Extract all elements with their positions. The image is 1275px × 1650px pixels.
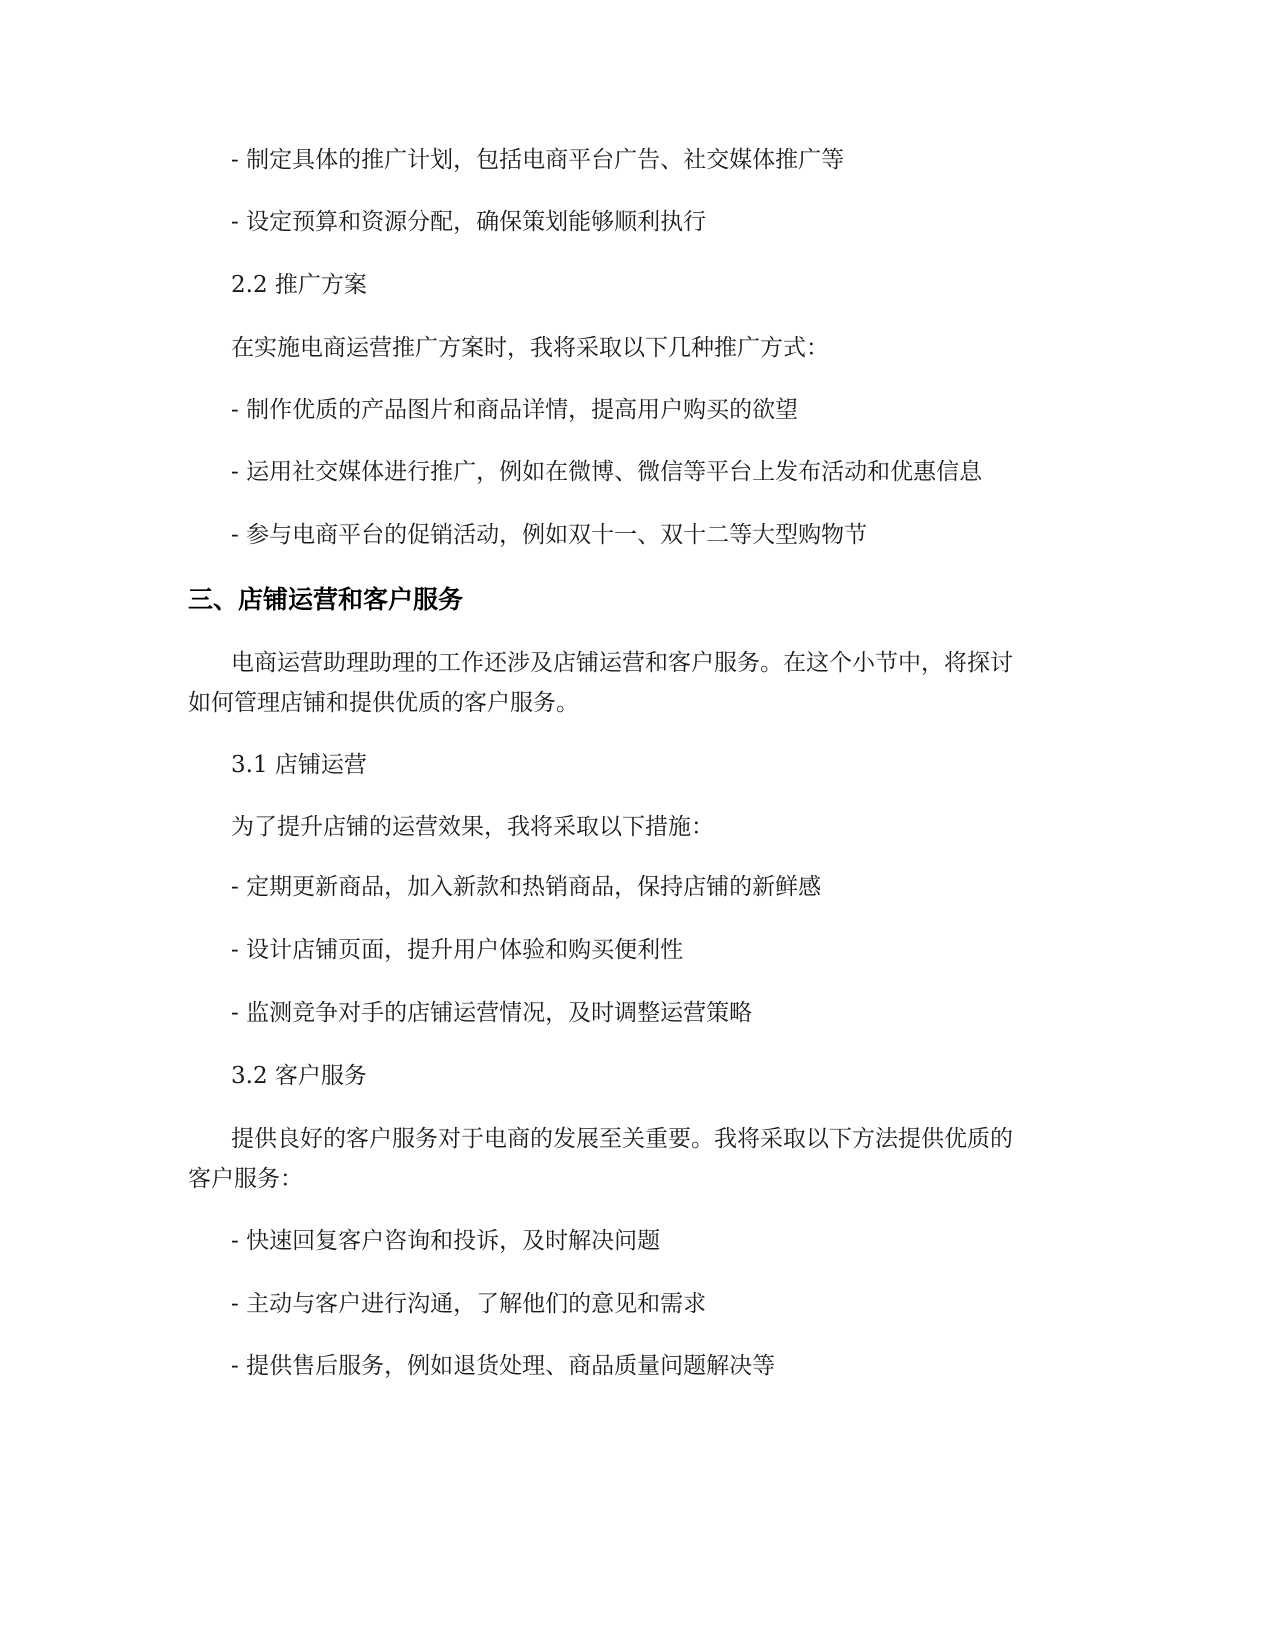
bullet-promo-events: - 参与电商平台的促销活动，例如双十一、双十二等大型购物节	[231, 522, 868, 548]
section3-intro-line1: 电商运营助理助理的工作还涉及店铺运营和客户服务。在这个小节中，将探讨	[231, 650, 1013, 676]
sub31-intro: 为了提升店铺的运营效果，我将采取以下措施：	[231, 814, 714, 840]
bullet-communication: - 主动与客户进行沟通，了解他们的意见和需求	[231, 1291, 707, 1317]
bullet-budget-allocation: - 设定预算和资源分配，确保策划能够顺利执行	[231, 209, 707, 235]
section-heading-3: 三、店铺运营和客户服务	[188, 585, 464, 614]
bullet-social-media: - 运用社交媒体进行推广，例如在微博、微信等平台上发布活动和优惠信息	[231, 459, 983, 485]
bullet-after-sales: - 提供售后服务，例如退货处理、商品质量问题解决等	[231, 1353, 776, 1379]
subsection-title-2-2: 2.2 推广方案	[231, 272, 367, 298]
sub32-intro-line1: 提供良好的客户服务对于电商的发展至关重要。我将采取以下方法提供优质的	[231, 1126, 1013, 1152]
bullet-store-design: - 设计店铺页面，提升用户体验和购买便利性	[231, 937, 684, 963]
bullet-product-images: - 制作优质的产品图片和商品详情，提高用户购买的欲望	[231, 397, 799, 423]
bullet-promotion-plan: - 制定具体的推广计划，包括电商平台广告、社交媒体推广等	[231, 147, 845, 173]
subsection-title-3-1: 3.1 店铺运营	[231, 752, 367, 778]
subsection-title-3-2: 3.2 客户服务	[231, 1063, 367, 1089]
sub32-intro-line2: 客户服务：	[188, 1166, 303, 1192]
bullet-update-products: - 定期更新商品，加入新款和热销商品，保持店铺的新鲜感	[231, 874, 822, 900]
bullet-quick-reply: - 快速回复客户咨询和投诉，及时解决问题	[231, 1228, 661, 1254]
section3-intro-line2: 如何管理店铺和提供优质的客户服务。	[188, 690, 579, 716]
bullet-competitor-monitoring: - 监测竞争对手的店铺运营情况，及时调整运营策略	[231, 1000, 753, 1026]
paragraph-promotion-intro: 在实施电商运营推广方案时，我将采取以下几种推广方式：	[231, 335, 829, 361]
